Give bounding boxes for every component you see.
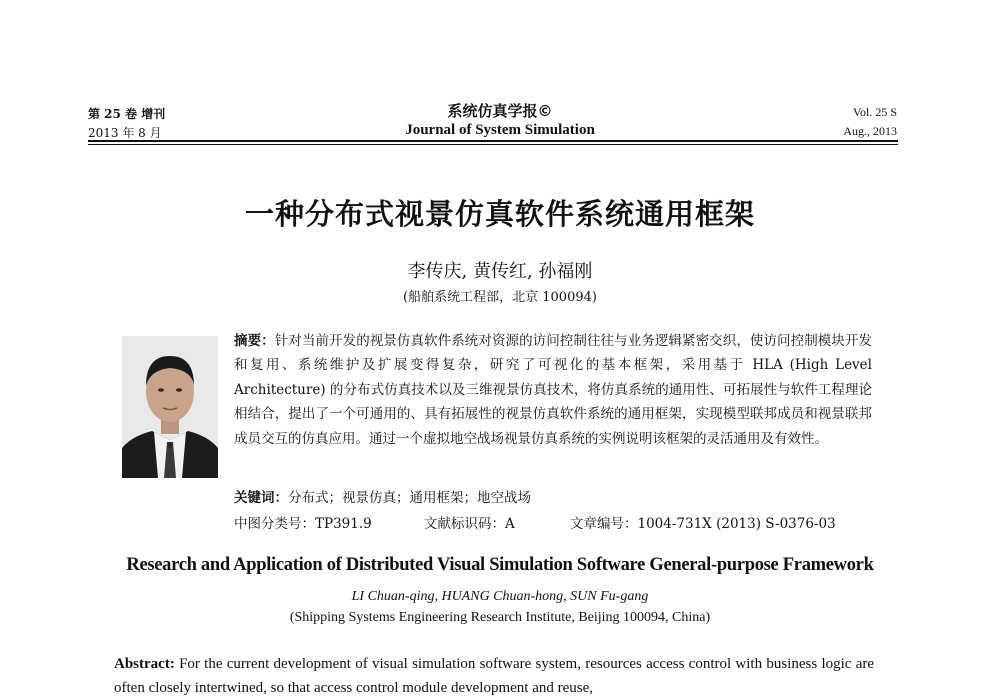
clc-number: 中图分类号：TP391.9 xyxy=(234,516,372,532)
date-cn: 2013 年 8 月 xyxy=(88,126,162,140)
abstract-en xyxy=(114,652,874,700)
volume-en: Vol. 25 S xyxy=(852,105,897,119)
keywords-cn xyxy=(234,486,531,506)
journal-title-en: Journal of System Simulation xyxy=(405,122,595,138)
keywords-text-cn: 分布式；视景仿真；通用框架；地空战场 xyxy=(288,490,531,506)
affiliation-cn: (船舶系统工程部，北京 100094) xyxy=(403,290,597,305)
paper-title-cn: 一种分布式视景仿真软件系统通用框架 xyxy=(244,197,755,231)
journal-title-cn: 系统仿真学报© xyxy=(447,102,553,120)
abstract-label-cn: 摘要： xyxy=(234,333,275,349)
article-number: 文章编号：1004-731X (2013) S-0376-03 xyxy=(570,516,836,532)
authors-cn: 李传庆, 黄传红, 孙福刚 xyxy=(407,261,593,282)
abstract-text-cn: 针对当前开发的视景仿真软件系统对资源的访问控制往往与业务逻辑紧密交织，使访问控制模块开发和复用、系统维护及扩展变得复杂，研究了可视化的基本框架，采用基于 HLA (High Level Architecture) 的分布式仿真技术以及三维视景仿真技术，将仿真系统的通用性、可拓展性与软件工程理论相结合，提出了一个可通用的、具有拓展性的视景仿真软件系统的通用框架，实现模型联邦成员和视景联邦成员交互的仿真应用。通过一个虚拟地空战场视景仿真系统的实例说明该框架的灵活通用及有效性。 xyxy=(234,333,873,447)
volume-issue-cn: 第 25 卷 增刊 xyxy=(88,107,166,121)
paper-title-en: Research and Application of Distributed Visual Simulation Software General-purpose Framework xyxy=(126,555,874,575)
header-rule-thick xyxy=(88,140,898,142)
abstract-cn xyxy=(234,329,872,451)
document-code: 文献标识码：A xyxy=(424,516,515,532)
affiliation-en: (Shipping Systems Engineering Research Institute, Beijing 100094, China) xyxy=(289,610,711,625)
header-rule-thin xyxy=(88,144,898,145)
authors-en: LI Chuan-qing, HUANG Chuan-hong, SUN Fu-gang xyxy=(351,589,649,604)
abstract-text-en: For the current development of visual simulation software system, resources access control with business logic are often closely intertwined, so that access control module development and reuse, xyxy=(114,656,875,696)
date-en: Aug., 2013 xyxy=(843,124,897,138)
abstract-label-en: Abstract: xyxy=(114,656,175,672)
author-photo xyxy=(122,336,218,478)
keywords-label-cn: 关键词： xyxy=(234,490,288,506)
